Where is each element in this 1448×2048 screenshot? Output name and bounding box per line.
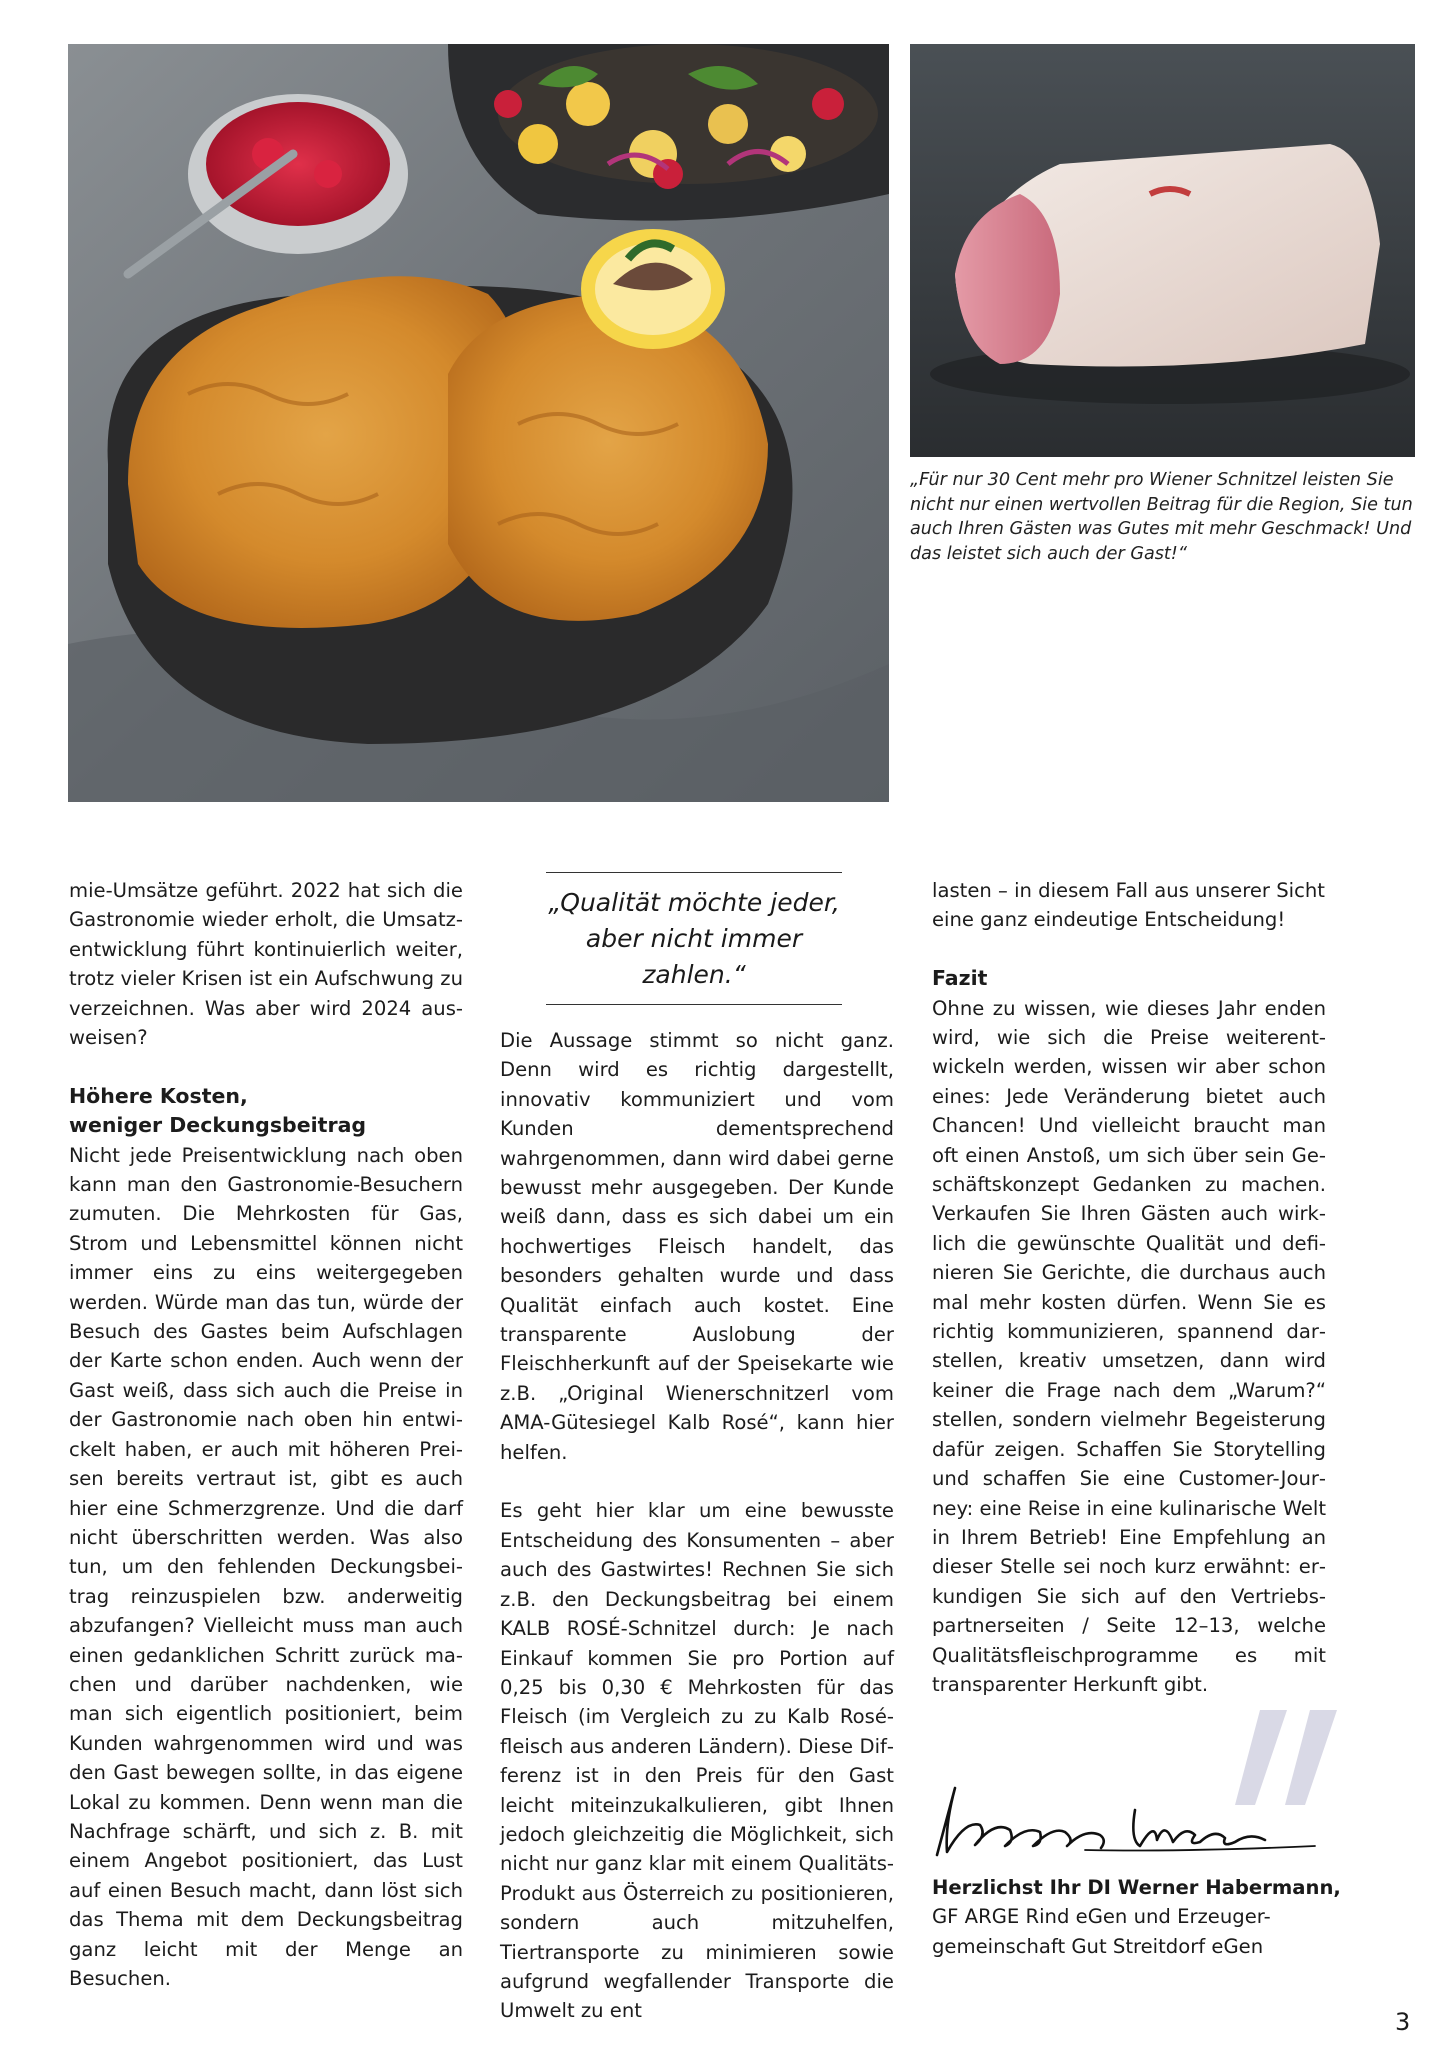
heading-line: weniger Deckungsbeitrag — [69, 1113, 367, 1138]
raw-veal-photo — [910, 44, 1415, 457]
schnitzel-photo — [68, 44, 889, 802]
paragraph: Ohne zu wissen, wie dieses Jahr enden wird, wie sich die Preise weiterentwickeln werden, wissen wir aber schon eines: Jede Veränderung bietet auch Chancen! Und vielleicht braucht man oft einen Anstoß, um sich über sein Geschäftskonzept Gedanken zu machen. Verkaufen Sie Ihren Gästen auch wirklich die gewünschte Qualität und definieren Sie Gerichte, die durchaus auch mal mehr kosten dürfen. Wenn Sie es richtig kommunizieren, spannend darstellen, kreativ umsetzen, dann wird keiner die Frage nach dem „Warum?“ stellen, sondern vielmehr Begeisterung dafür zeigen. Schaffen Sie Storytelling und schaffen Sie eine Customer-Journey: eine Reise in eine kulinarische Welt in Ihrem Betrieb! Eine Empfehlung an dieser Stelle sei noch kurz erwähnt: erkundigen Sie sich auf den Vertriebspartnerseiten / Seite 12–13, welche Qualitätsfleischprogramme es mit transparenter Herkunft gibt. — [932, 996, 1326, 1696]
pull-quote — [546, 872, 842, 1005]
paragraph: Es geht hier klar um eine bewusste Entscheidung des Konsumenten – aber auch des Gastwirtes! Rechnen Sie sich z.B. den Deckungsbeitrag bei einem KALB ROSÉ-Schnitzel durch: Je nach Einkauf kommen Sie pro Portion auf 0,25 bis 0,30 € Mehrkosten für das Fleisch (im Vergleich zu zu Kalb Roséfleisch aus anderen Ländern). Diese Differenz ist in den Preis für den Gast leicht miteinzukalkulieren, gibt Ihnen jedoch gleichzeitig die Möglichkeit, sich nicht nur ganz klar mit einem Qualitäts-Produkt aus Österreich zu positionieren, sondern auch mitzuhelfen, Tiertransporte zu minimieren sowie aufgrund wegfallender Transporte die Umwelt zu ent — [500, 1499, 894, 2023]
page-number: 3 — [1395, 2008, 1411, 2036]
paragraph: mie-Umsätze geführt. 2022 hat sich die Gastronomie wieder erholt, die Umsatzentwicklung führt kontinuierlich weiter, trotz vieler Krisen ist ein Aufschwung zu verzeichnen. Was aber wird 2024 ausweisen? — [69, 879, 463, 1050]
pull-quote-line: „Qualität möchte jeder, — [548, 888, 840, 917]
author-title: gemeinschaft Gut Streitdorf eGen — [932, 1934, 1264, 1958]
paragraph: Die Aussage stimmt so nicht ganz. Denn wird es richtig dargestellt, innovativ kommuniziert und vom Kunden dementsprechend wahrgenommen, dann wird dabei gerne bewusst mehr ausgegeben. Der Kunde weiß dann, dass es sich dabei um ein hochwertiges Fleisch handelt, das besonders gehalten wurde und dass Qualität einfach auch kostet. Eine transparente Auslobung der Fleischherkunft auf der Speisekarte wie z.B. „Original Wienerschnitzerl vom AMA-Gütesiegel Kalb Rosé“, kann hier helfen. — [500, 1029, 894, 1464]
signature — [925, 1780, 1320, 1868]
article-column-2 — [500, 1026, 894, 2026]
author-signoff — [932, 1873, 1352, 1961]
author-name: Herzlichst Ihr DI Werner Habermann, — [932, 1876, 1341, 1899]
heading-line: Höhere Kosten, — [69, 1083, 248, 1108]
article-column-1 — [69, 876, 463, 1993]
paragraph: Nicht jede Preisentwicklung nach oben kann man den Gastronomie-Besuchern zumuten. Die Mehrkosten für Gas, Strom und Lebensmittel können nicht immer eins zu eins weitergegeben werden. Würde man das tun, würde der Besuch des Gastes beim Aufschlagen der Karte schon enden. Auch wenn der Gast weiß, dass sich auch die Preise in der Gastronomie nach oben hin entwickelt haben, er auch mit höheren Preisen bereits vertraut ist, gibt es auch hier eine Schmerzgrenze. Und die darf nicht überschritten werden. Was also tun, um den fehlenden Deckungsbeitrag reinzuspielen bzw. anderweitig abzufangen? Vielleicht muss man auch einen gedanklichen Schritt zurück machen und darüber nachdenken, wie man sich eigentlich positioniert, beim Kunden wahrgenommen wird und was den Gast bewegen sollte, in das eigene Lokal zu kommen. Denn wenn man die Nachfrage schärft, und sich z. B. mit einem Angebot positioniert, das Lust auf einen Besuch macht, dann löst sich das Thema mit dem Deckungsbeitrag ganz leicht mit der Menge an Besuchen. — [69, 1143, 463, 1991]
pull-quote-line: aber nicht immer zahlen.“ — [585, 924, 803, 989]
author-title: GF ARGE Rind eGen und Erzeuger- — [932, 1905, 1271, 1929]
article-column-3 — [932, 876, 1326, 1699]
photo-caption: „Für nur 30 Cent mehr pro Wiener Schnitzel leisten Sie nicht nur einen wertvollen Beitrag für die Region, Sie tun auch Ihren Gästen was Gutes mit mehr Geschmack! Und das leistet sich auch der Gast!“ — [910, 470, 1413, 564]
section-heading — [69, 1082, 463, 1141]
section-heading: Fazit — [932, 966, 988, 991]
paragraph: lasten – in diesem Fall aus unserer Sicht eine ganz eindeutige Entscheidung! — [932, 879, 1325, 932]
